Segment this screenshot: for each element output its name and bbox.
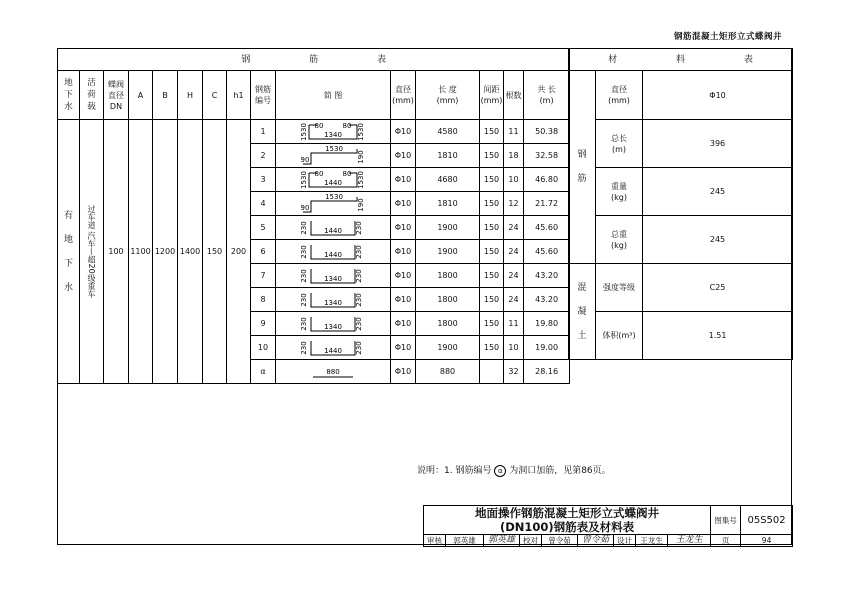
- page-no: 94: [741, 535, 793, 547]
- check-name: 曾令茹: [542, 535, 578, 547]
- sketch-dim-mid: 1440: [324, 250, 342, 259]
- bar-length: 4580: [416, 120, 480, 144]
- material-label-diameter: 直径 (mm): [596, 71, 643, 120]
- bar-total-length: 43.20: [524, 264, 570, 288]
- bar-count: 10: [504, 168, 524, 192]
- rebar-table-header: [58, 71, 570, 120]
- header-bar-no: 钢筋 编号: [251, 71, 276, 120]
- bar-no: 4: [251, 192, 276, 216]
- sketch-dim-left: 230: [300, 316, 308, 331]
- note: [417, 463, 611, 477]
- bar-diameter: Φ10: [391, 144, 416, 168]
- material-value-diameter: Φ10: [643, 71, 793, 120]
- review-signature: 郭英雄: [484, 535, 520, 547]
- bar-length: 880: [416, 360, 480, 384]
- bar-total-length: 50.38: [524, 120, 570, 144]
- bar-diameter: Φ10: [391, 288, 416, 312]
- sketch-dim-left: 90: [300, 203, 310, 212]
- header-valve-diameter: 蝶阀 直径 DN: [104, 71, 129, 120]
- bar-diameter: Φ10: [391, 216, 416, 240]
- bar-length: 1900: [416, 216, 480, 240]
- bar-no: 1: [251, 120, 276, 144]
- bar-total-length: 45.60: [524, 240, 570, 264]
- sketch-dim-left: 230: [300, 220, 308, 235]
- bar-length: 1810: [416, 144, 480, 168]
- bar-diameter: Φ10: [391, 264, 416, 288]
- header-sketch: 简 图: [276, 71, 391, 120]
- sketch-dim-left: 230: [300, 268, 308, 283]
- header-length: 长 度 (mm): [416, 71, 480, 120]
- bar-sketch: [276, 336, 391, 360]
- review-label: 审核: [424, 535, 446, 547]
- bar-total-length: 19.00: [524, 336, 570, 360]
- sketch-dim-left: 1530: [300, 122, 308, 141]
- bar-spacing: 150: [480, 168, 504, 192]
- sketch-dim-left: 1530: [300, 170, 308, 189]
- material-label-weight: 重量 (kg): [596, 168, 643, 216]
- bar-no: 3: [251, 168, 276, 192]
- bar-sketch: [276, 216, 391, 240]
- bar-diameter: Φ10: [391, 360, 416, 384]
- sketch-dim-left: 230: [300, 292, 308, 307]
- bar-length: 1800: [416, 264, 480, 288]
- sketch-dim-mid: 1440: [324, 178, 342, 187]
- atlas-no-label: 图集号: [711, 506, 741, 535]
- material-value-strength: C25: [643, 264, 793, 312]
- bar-count: 24: [504, 288, 524, 312]
- sketch-dim-mid: 1340: [324, 298, 342, 307]
- param-H: 1400: [178, 120, 203, 384]
- bar-spacing: 150: [480, 240, 504, 264]
- sketch-dim-right: 190: [357, 197, 365, 212]
- note-suffix: 为洞口加筋，见第86页。: [509, 466, 611, 476]
- header-total-length: 共 长 (m): [524, 71, 570, 120]
- material-value-total-length: 396: [643, 120, 793, 168]
- bar-total-length: 45.60: [524, 216, 570, 240]
- bar-diameter: Φ10: [391, 240, 416, 264]
- review-name: 郭英雄: [446, 535, 484, 547]
- material-steel-label: 钢筋: [569, 71, 596, 264]
- note-mark: α: [494, 465, 506, 477]
- bar-sketch: [276, 360, 391, 384]
- rebar-row: [58, 120, 570, 144]
- page-title: 钢筋混凝土矩形立式蝶阀井: [673, 32, 782, 42]
- design-name: 王龙生: [636, 535, 668, 547]
- sketch-dim-right: 1530: [357, 122, 365, 141]
- bar-length: 4680: [416, 168, 480, 192]
- sketch-dim-tr: 80: [342, 121, 352, 130]
- material-label-volume: 体积(m³): [596, 312, 643, 360]
- note-prefix: 说明：1. 钢筋编号: [417, 466, 492, 476]
- bar-sketch: [276, 264, 391, 288]
- sketch-dim-right: 230: [355, 244, 363, 259]
- bar-no: 9: [251, 312, 276, 336]
- sketch-dim-top: 1530: [325, 192, 343, 201]
- bar-sketch: [276, 168, 391, 192]
- sketch-dim-mid: 1340: [324, 274, 342, 283]
- bar-count: 10: [504, 336, 524, 360]
- sketch-dim-right: 230: [355, 340, 363, 355]
- sketch-dim-right: 230: [355, 316, 363, 331]
- bar-diameter: Φ10: [391, 312, 416, 336]
- header-B: B: [153, 71, 178, 120]
- bar-count: 12: [504, 192, 524, 216]
- bar-length: 1900: [416, 336, 480, 360]
- bar-total-length: 32.58: [524, 144, 570, 168]
- bar-spacing: 150: [480, 216, 504, 240]
- header-H: H: [178, 71, 203, 120]
- header-groundwater: 地下水: [58, 71, 80, 120]
- bar-no: 7: [251, 264, 276, 288]
- sketch-dim-right: 190: [357, 149, 365, 164]
- param-B: 1200: [153, 120, 178, 384]
- header-spacing: 间距 (mm): [480, 71, 504, 120]
- material-table-title: 材 料 表: [569, 49, 793, 71]
- bar-spacing: 150: [480, 336, 504, 360]
- header-count: 根数: [504, 71, 524, 120]
- material-label-strength: 强度等级: [596, 264, 643, 312]
- bar-count: 24: [504, 264, 524, 288]
- bar-spacing: 150: [480, 312, 504, 336]
- sketch-dim-left: 230: [300, 340, 308, 355]
- header-load: 活荷载: [80, 71, 104, 120]
- bar-sketch: [276, 192, 391, 216]
- rebar-table-title: 钢 筋 表: [58, 49, 570, 71]
- bar-count: 32: [504, 360, 524, 384]
- bar-spacing: 150: [480, 192, 504, 216]
- bar-spacing: 150: [480, 264, 504, 288]
- bar-length: 1900: [416, 240, 480, 264]
- sketch-dim-left: 230: [300, 244, 308, 259]
- rebar-table-spacer: [58, 384, 570, 520]
- param-h1: 200: [227, 120, 251, 384]
- header-diameter: 直径 (mm): [391, 71, 416, 120]
- rebar-table: [57, 48, 570, 520]
- bar-sketch: [276, 288, 391, 312]
- check-signature: 曾令茹: [578, 535, 614, 547]
- sketch-dim-mid: 1440: [324, 226, 342, 235]
- bar-no: α: [251, 360, 276, 384]
- header-A: A: [129, 71, 153, 120]
- bar-spacing: 150: [480, 144, 504, 168]
- material-value-volume: 1.51: [643, 312, 793, 360]
- param-C: 150: [203, 120, 227, 384]
- material-label-total-length: 总长 (m): [596, 120, 643, 168]
- bar-diameter: Φ10: [391, 168, 416, 192]
- bar-total-length: 46.80: [524, 168, 570, 192]
- bar-total-length: 19.80: [524, 312, 570, 336]
- bar-diameter: Φ10: [391, 192, 416, 216]
- bar-count: 11: [504, 120, 524, 144]
- param-A: 1100: [129, 120, 153, 384]
- bar-no: 2: [251, 144, 276, 168]
- material-label-total-weight: 总重 (kg): [596, 216, 643, 264]
- material-concrete-label: 混凝土: [569, 264, 596, 360]
- sketch-dim-tl: 80: [314, 121, 324, 130]
- bar-total-length: 43.20: [524, 288, 570, 312]
- bar-count: 18: [504, 144, 524, 168]
- sketch-dim-right: 230: [355, 268, 363, 283]
- bar-diameter: Φ10: [391, 336, 416, 360]
- bar-diameter: Φ10: [391, 120, 416, 144]
- page-label: 页: [711, 535, 741, 547]
- bar-no: 8: [251, 288, 276, 312]
- sketch-dim-mid: 1440: [324, 346, 342, 355]
- material-table: [568, 48, 793, 360]
- bar-sketch: [276, 144, 391, 168]
- material-value-weight: 245: [643, 168, 793, 216]
- bar-length: 1800: [416, 288, 480, 312]
- sketch-dim-left: 90: [300, 155, 310, 164]
- bar-length: 1810: [416, 192, 480, 216]
- bar-spacing: [480, 360, 504, 384]
- title-block: [423, 505, 793, 547]
- bar-length: 1800: [416, 312, 480, 336]
- header-h1: h1: [227, 71, 251, 120]
- check-label: 校对: [520, 535, 542, 547]
- design-signature: 王龙生: [668, 535, 711, 547]
- bar-no: 6: [251, 240, 276, 264]
- bar-count: 11: [504, 312, 524, 336]
- sketch-dim-right: 230: [355, 220, 363, 235]
- sketch-dim-right: 1530: [357, 170, 365, 189]
- param-valve-dn: 100: [104, 120, 129, 384]
- bar-count: 24: [504, 216, 524, 240]
- bar-spacing: 150: [480, 288, 504, 312]
- design-label: 设计: [614, 535, 636, 547]
- param-groundwater: 有地下水: [58, 120, 80, 384]
- sketch-dim-right: 230: [355, 292, 363, 307]
- bar-no: 5: [251, 216, 276, 240]
- bar-no: 10: [251, 336, 276, 360]
- sketch-dim-tr: 80: [342, 169, 352, 178]
- sketch-dim-mid: 1340: [324, 322, 342, 331]
- param-load: 过车道 汽车—超20级重车: [80, 120, 104, 384]
- bar-count: 24: [504, 240, 524, 264]
- bar-total-length: 28.16: [524, 360, 570, 384]
- sketch-dim-tl: 80: [314, 169, 324, 178]
- drawing-title: 地面操作钢筋混凝土矩形立式蝶阀井 (DN100)钢筋表及材料表: [424, 506, 711, 535]
- atlas-no: 05S502: [741, 506, 793, 535]
- bar-total-length: 21.72: [524, 192, 570, 216]
- bar-sketch: [276, 240, 391, 264]
- bar-spacing: 150: [480, 120, 504, 144]
- bar-sketch: [276, 120, 391, 144]
- header-C: C: [203, 71, 227, 120]
- material-value-total-weight: 245: [643, 216, 793, 264]
- sketch-dim-mid: 1340: [324, 130, 342, 139]
- sketch-dim-mid: 880: [326, 367, 340, 376]
- sketch-dim-top: 1530: [325, 144, 343, 153]
- bar-sketch: [276, 312, 391, 336]
